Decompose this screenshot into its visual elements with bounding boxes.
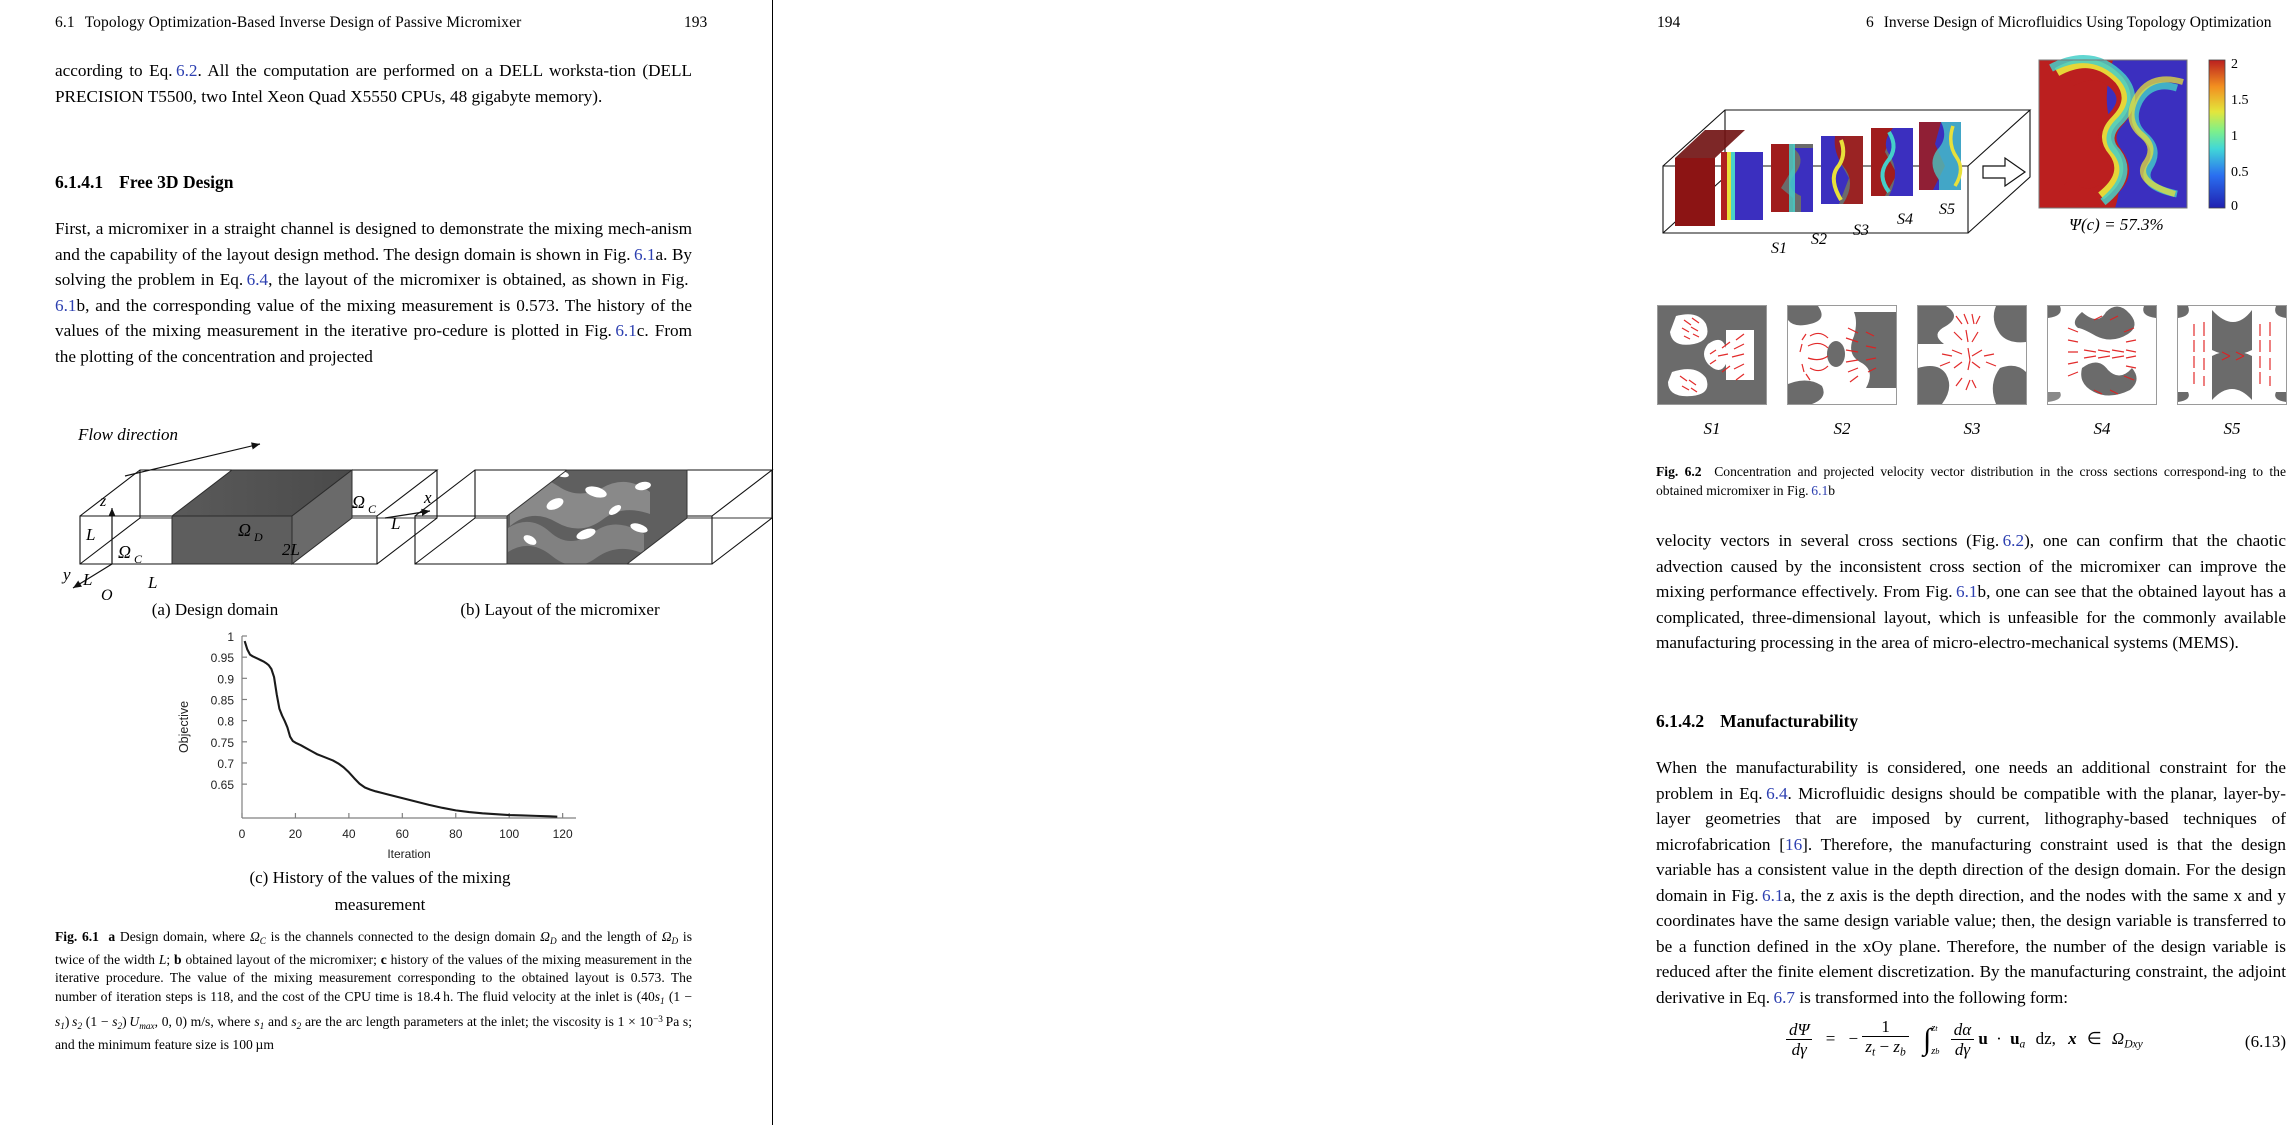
colorbar-tick-0-5: 0.5 [2231, 165, 2249, 180]
svg-text:Ω: Ω [352, 492, 366, 512]
slice-s1 [1721, 152, 1763, 220]
eq-lhs-numerator: dΨ [1786, 1021, 1812, 1040]
eq-dot-operator: · [1996, 1028, 2002, 1048]
right-page-number: 194 [1657, 14, 1681, 31]
heading-text: Free 3D Design [119, 172, 234, 192]
slice-s4 [1871, 128, 1913, 196]
left-paragraph-2 [55, 216, 692, 369]
eq-omega-subscript: Dxy [2124, 1037, 2143, 1051]
cross-section-cell-s1 [1657, 305, 1767, 439]
colorbar-tick-0: 0 [2231, 199, 2238, 214]
length-label-L-bottom: L [148, 573, 158, 592]
right-running-head [1866, 14, 2272, 32]
heading-6-1-4-1 [55, 172, 692, 193]
fig-ref-6-1b[interactable]: 6.1 [55, 295, 77, 315]
eq-lhs-denominator: dγ [1791, 1039, 1807, 1059]
eq-ref-6-4-right[interactable]: 6.4 [1766, 783, 1788, 803]
slice-label-s4: S4 [1897, 211, 1913, 228]
heading-2-number: 6.1.4.2 [1656, 711, 1705, 731]
subcap-c-line2: measurement [334, 895, 426, 914]
eq-x-vector: x [2068, 1028, 2077, 1048]
p1-text-b: . All the computation are performed on a DELL worksta-tion (DELL PRECISION T5500, two Intel Xeon Quad X5550 CPUs, 48 gigabyte memory). [55, 61, 692, 106]
svg-text:0.85: 0.85 [210, 693, 234, 708]
slice-label-s2: S2 [1811, 231, 1827, 248]
concentration-slices [1675, 122, 1961, 226]
left-page-number: 193 [684, 14, 708, 31]
svg-text:40: 40 [342, 827, 356, 841]
slice-s3 [1821, 136, 1863, 204]
heading-2-text: Manufacturability [1720, 711, 1859, 731]
eq-ref-6-2[interactable]: 6.2 [176, 61, 198, 80]
figure-6-2-caption [1656, 463, 2286, 500]
figure-6-1-caption-text: a Design domain, where $\Omega_C$ is the channels connected to the design domain $\Omega_D$ and the length of $\Omega_D$ is twice of the width L; b obtained layout of the micromixer; c history of the values of the mixing measurement in the iterative procedure. The value of the mixing measurement corresponding to the obtained layout is 0.573. The number of iteration steps is 118, and the cost of the CPU time is 18.4 h. The fluid velocity at the inlet is ($40s_1$ $(1 - s_1)$ $s_2$ $(1 - s_2)$ $U_{max}$, 0, 0) m/s, where $s_1$ and $s_2$ are the arc length parameters at the inlet; the viscosity is $1 \times 10^{-3}$ Pa s; and the minimum feature size is 100 µm [55, 929, 693, 1052]
eq-integral-icon: ∫ [1922, 1022, 1932, 1056]
svg-text:80: 80 [449, 827, 463, 841]
figure-6-1c-chart [170, 622, 590, 862]
cross-section-panel-s4 [2047, 305, 2157, 405]
slice-s2 [1771, 144, 1813, 212]
rp1-text-a: velocity vectors in several cross sections (Fig. [1656, 531, 2000, 550]
p2-text-d: b, and the corresponding value of the mixing measurement is 0.573. The history of the values of the mixing measurement in the iterative pro-cedure is plotted in Fig. [55, 295, 692, 340]
cross-section-cell-s5 [2177, 305, 2287, 439]
axis-z-label: z [100, 493, 107, 510]
cross-section-label-s2: S2 [1833, 419, 1851, 438]
svg-text:120: 120 [552, 827, 573, 841]
svg-text:0: 0 [238, 827, 246, 841]
eq-omega: Ω [2111, 1028, 2125, 1048]
eq-dz: dz, [2035, 1028, 2056, 1048]
rp2-text-c: ]. Therefore, the manufacturing constraint used is that the design variable has a consistent value in the depth direction of the design domain. For the design domain in Fig. [1656, 834, 2286, 905]
slice-label-s3: S3 [1853, 222, 1869, 239]
equation-number: (6.13) [2244, 1032, 2286, 1051]
svg-text:Ω: Ω [118, 542, 132, 562]
svg-text:20: 20 [288, 827, 303, 841]
rp2-text-e: is transformed into the following form: [1799, 987, 2069, 1007]
eq-u-vector: u [1978, 1028, 1988, 1048]
cross-section-cell-s2 [1787, 305, 1897, 439]
slice-label-s5: S5 [1939, 201, 1955, 218]
figure-6-2-caption-text-a: Concentration and projected velocity vector distribution in the cross sections correspond-ing to the obtained micromixer in Fig. [1656, 464, 2286, 498]
figure-6-2-top [1653, 48, 2293, 293]
eq-ua-vector: u [2010, 1028, 2020, 1048]
svg-text:0.95: 0.95 [210, 651, 234, 666]
left-running-head [55, 14, 521, 32]
length-label-L-depth: L [83, 570, 93, 589]
p2-text-e: c. From the plotting of the concentration and projected [55, 321, 693, 366]
svg-text:0.65: 0.65 [210, 778, 234, 793]
concentration-contour-plot [2039, 59, 2187, 208]
left-paragraph-1 [55, 58, 692, 109]
figure-6-1-svg [55, 388, 715, 623]
subcap-c-line1: (c) History of the values of the mixing [249, 868, 511, 887]
figure-6-1-caption-label: Fig. 6.1 [55, 929, 99, 944]
slice-label-s1: S1 [1771, 240, 1787, 257]
colorbar-tick-1: 1 [2231, 129, 2238, 144]
equation-6-13 [1656, 1010, 2286, 1072]
micromixer-layout-solid [500, 463, 695, 571]
fig-ref-6-1a[interactable]: 6.1 [634, 244, 656, 264]
svg-text:C: C [368, 502, 377, 516]
cross-section-label-s1: S1 [1703, 419, 1721, 438]
length-label-L-right: L [391, 514, 401, 533]
running-head-title: Topology Optimization-Based Inverse Design of Passive Micromixer [84, 14, 522, 31]
cross-section-panel-s3 [1917, 305, 2027, 405]
figure-6-1c-subcaption [165, 864, 595, 918]
cross-section-cell-s4 [2047, 305, 2157, 439]
objective-history-plot [170, 622, 590, 862]
colorbar-ticks [2231, 57, 2249, 214]
cross-section-label-s5: S5 [2223, 419, 2241, 438]
figure-6-1a-subcaption: (a) Design domain [151, 600, 279, 619]
svg-text:C: C [134, 552, 143, 566]
svg-text:0.7: 0.7 [217, 756, 234, 771]
eq-ref-6-4[interactable]: 6.4 [246, 270, 269, 289]
omega-c-label-right [352, 492, 377, 516]
heading-6-1-4-2 [1656, 711, 2286, 732]
rp1-text-b: ), one can confirm that the chaotic advection caused by the inconsistent cross section of the micromixer can improve the mixing performance effectively. From Fig. [1656, 531, 2286, 601]
svg-text:Objective: Objective [177, 700, 191, 754]
figure-6-2-cross-sections [1653, 305, 2293, 450]
svg-text:0.8: 0.8 [217, 714, 234, 729]
fig-ref-6-1a-right[interactable]: 6.1 [1762, 885, 1784, 905]
heading-number: 6.1.4.1 [55, 172, 104, 192]
eq-frac3-denominator: dγ [1954, 1039, 1971, 1059]
figure-6-1-caption [55, 928, 692, 1055]
fig-ref-6-2[interactable]: 6.2 [2002, 531, 2025, 550]
running-head-section-number: 6.1 [55, 14, 75, 31]
axis-y-label: y [63, 565, 71, 584]
transition-arrow-icon [1983, 158, 2025, 186]
colorbar-tick-1-5: 1.5 [2231, 93, 2249, 108]
colorbar-tick-2: 2 [2231, 57, 2238, 72]
rp2-text-a: When the manufacturability is considered, one needs an additional constraint for the problem in Eq. [1656, 758, 2286, 803]
slice-s5 [1919, 122, 1961, 190]
svg-text:0.75: 0.75 [210, 735, 234, 750]
running-head-chapter-number: 6 [1866, 14, 1874, 31]
svg-text:Ω: Ω [238, 520, 252, 540]
colorbar [2209, 60, 2225, 208]
svg-text:100: 100 [499, 827, 520, 841]
axis-x-label: x [424, 488, 432, 507]
eq-ref-6-7[interactable]: 6.7 [1773, 987, 1796, 1007]
cross-section-panel-s2 [1787, 305, 1897, 405]
cross-section-label-s4: S4 [2093, 419, 2111, 438]
figure-6-2-caption-label: Fig. 6.2 [1656, 464, 1702, 479]
p2-text-c: , the layout of the micromixer is obtained, as shown in Fig. [268, 270, 689, 289]
figure-6-2-svg [1653, 48, 2293, 293]
running-head-chapter-title: Inverse Design of Microfluidics Using Topology Optimization [1883, 14, 2272, 31]
p1-text-a: according to Eq. [55, 61, 173, 80]
eq-minus-sign: − [1848, 1028, 1859, 1048]
figure-6-1b-subcaption: (b) Layout of the micromixer [460, 600, 660, 619]
left-page [0, 0, 772, 1125]
cross-section-cell-s3 [1917, 305, 2027, 439]
figure-6-1-images [55, 388, 715, 628]
svg-text:D: D [254, 530, 263, 544]
p2-text-a: First, a micromixer in a straight channel is designed to demonstrate the mixing mech-anism and the capability of the layout design method. The design domain is shown in Fig. [55, 219, 692, 264]
cross-section-label-s3: S3 [1963, 419, 1981, 438]
eq-integral-limits: zt zb [1931, 1022, 1940, 1057]
rp2-text-d: a, the z axis is the depth direction, and the nodes with the same x and y coordinates have the same design variable value; then, the design variable is transferred to be a function defined in the xOy plane. Therefore, the number of the design variable is reduced after the finite element discretization. By the manufacturing constraint, the adjoint derivative in Eq. [1656, 885, 2286, 1007]
figure-6-2-caption-text-b: b [1828, 482, 1836, 498]
design-domain-block [145, 470, 352, 564]
svg-text:Iteration: Iteration [387, 847, 431, 861]
citation-ref-16[interactable]: 16 [1784, 834, 1803, 854]
eq-ua-subscript: a [2019, 1037, 2026, 1051]
svg-text:1: 1 [227, 630, 234, 644]
cross-section-panel-s1 [1657, 305, 1767, 405]
mixing-value-label: Ψ(c) = 57.3% [2069, 215, 2164, 234]
equation-6-13-body [1786, 1018, 2143, 1062]
fig-ref-6-1b-right[interactable]: 6.1 [1956, 582, 1978, 601]
eq-frac2-denominator: $z_t - z_b$ [1865, 1037, 1906, 1059]
eq-element-of: ∈ [2086, 1028, 2102, 1048]
p2-text-b: a. By solving the problem in Eq. [55, 244, 692, 289]
figure-6-2-caption-ref[interactable]: 6.1 [1811, 482, 1829, 498]
flow-direction-label: Flow direction [78, 425, 178, 444]
length-label-2L: 2L [282, 540, 300, 559]
length-label-L-left: L [86, 525, 96, 544]
fig-ref-6-1c[interactable]: 6.1 [615, 321, 637, 340]
cross-section-panel-s5 [2177, 305, 2287, 405]
eq-frac3-numerator: dα [1951, 1021, 1974, 1040]
eq-frac2-numerator: 1 [1862, 1018, 1908, 1037]
svg-text:60: 60 [395, 827, 409, 841]
rp1-text-c: b, one can see that the obtained layout has a complicated, three-dimensional layout, which is unfeasible for the commonly available manufacturing processing in the area of micro-electro-mechanical systems (MEMS). [1656, 582, 2286, 652]
rp2-text-b: . Microfluidic designs should be compatible with the planar, layer-by-layer geometries that are imposed by current, lithography-based techniques of microfabrication [ [1656, 783, 2286, 854]
eq-equals-sign: = [1825, 1028, 1836, 1048]
origin-label: O [101, 587, 113, 604]
right-paragraph-1 [1656, 528, 2286, 656]
right-paragraph-2 [1656, 755, 2286, 1010]
svg-text:0.9: 0.9 [217, 672, 234, 687]
